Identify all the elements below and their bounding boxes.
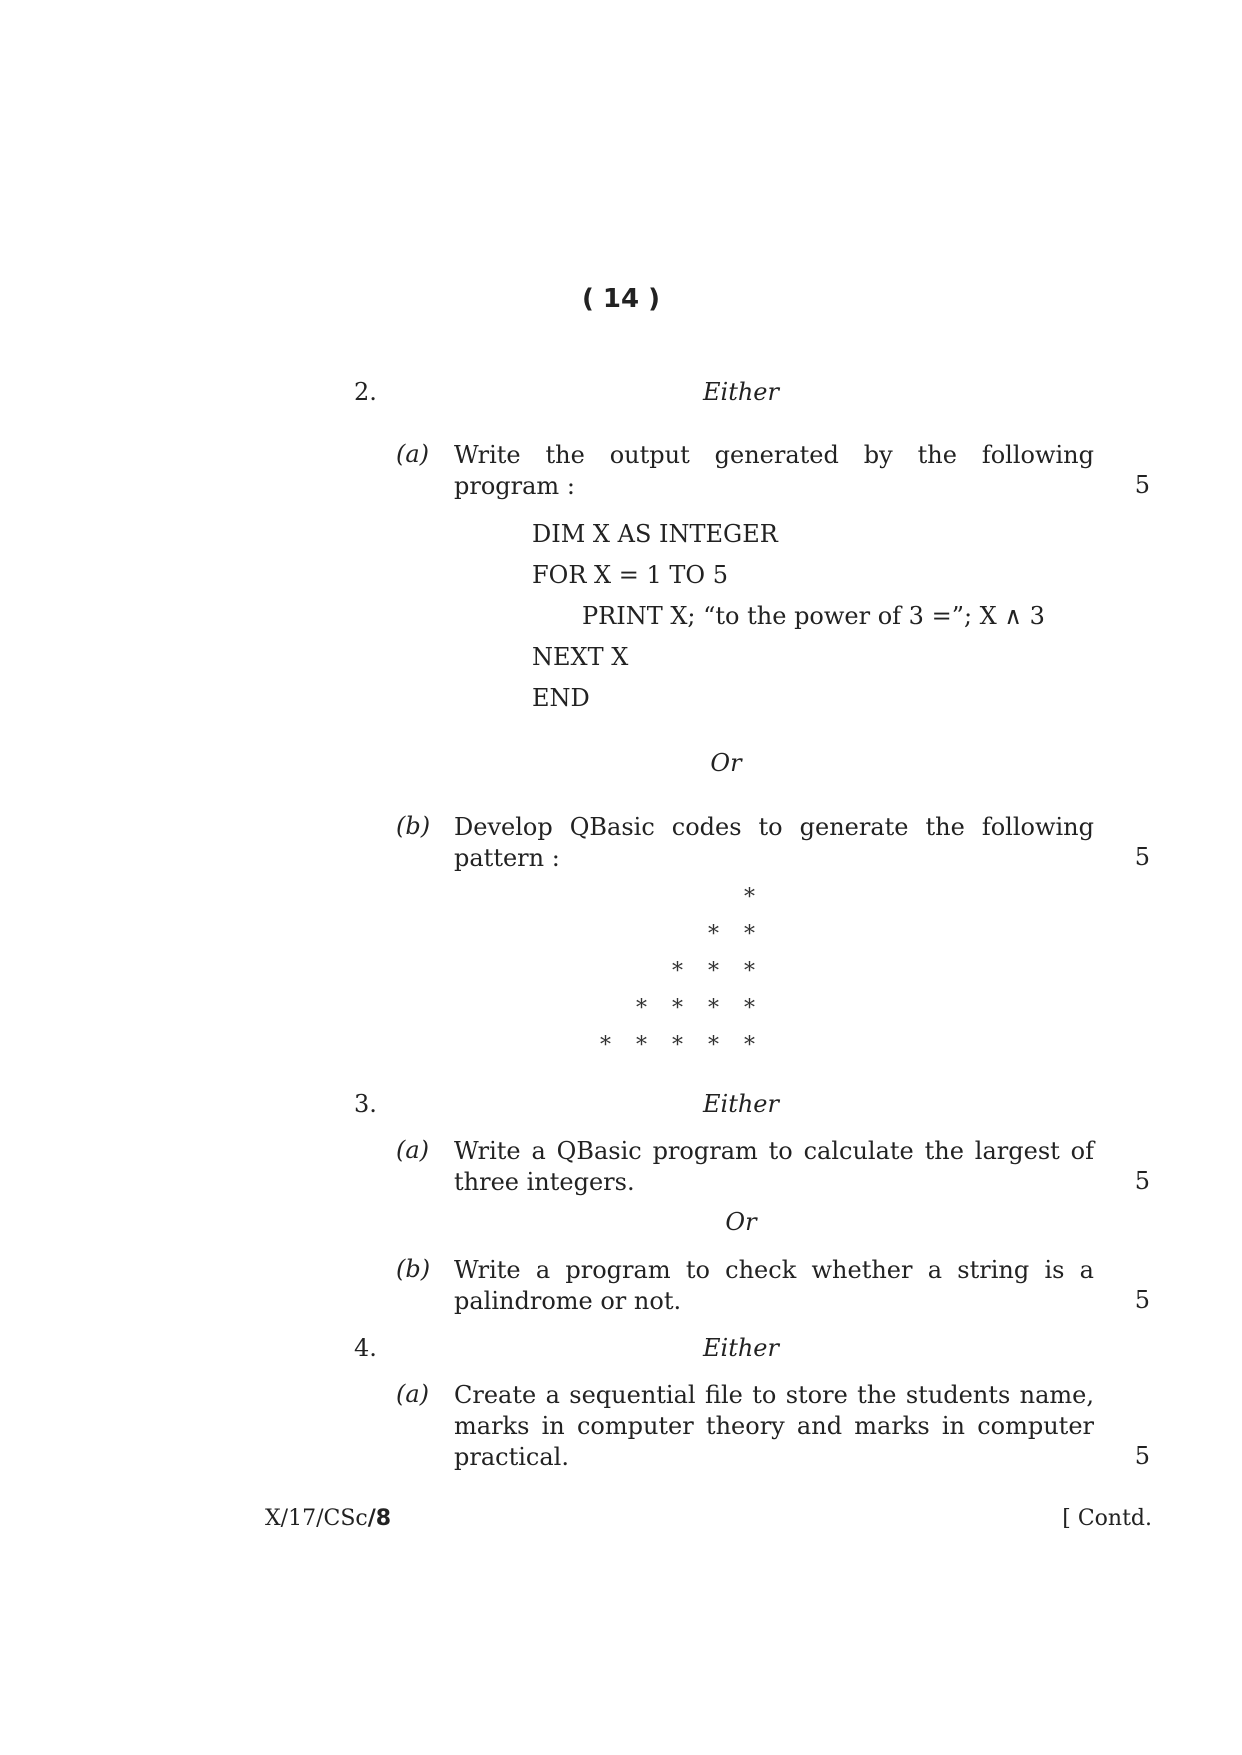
question-line: Write a program to check whether a string is a [454,1256,1094,1284]
either-label: Either [703,1334,779,1362]
contd-label: [ Contd. [1062,1506,1152,1531]
marks: 5 [1134,1442,1150,1470]
paper-code-prefix: X/17/CSc [265,1506,368,1531]
part-label: (a) [396,440,430,468]
star-glyph: * [636,996,647,1021]
question-number: 2. [354,378,377,406]
question-text [454,1255,1094,1317]
question-line: Write the output generated by the following [454,441,1094,469]
page-number: ( 14 ) [581,284,661,314]
paper-code [265,1506,391,1531]
question-text [454,812,1094,874]
star-pattern [600,885,790,1065]
question-line: palindrome or not. [454,1287,682,1315]
either-label: Either [703,1090,779,1118]
star-glyph: * [672,959,683,984]
code-line: DIM X AS INTEGER [532,520,778,548]
or-label: Or [710,749,742,777]
marks: 5 [1134,843,1150,871]
star-glyph: * [744,885,755,910]
star-glyph: * [600,1033,611,1058]
pattern-row [600,1033,790,1070]
question-line: practical. [454,1443,569,1471]
pattern-row [600,996,790,1033]
star-glyph: * [708,1033,719,1058]
code-line: END [532,684,590,712]
star-glyph: * [744,922,755,947]
star-glyph: * [636,1033,647,1058]
pattern-row [600,959,790,996]
star-glyph: * [708,922,719,947]
marks: 5 [1134,471,1150,499]
question-line: pattern : [454,844,560,872]
question-text [454,1380,1094,1473]
part-label: (a) [396,1380,430,1408]
question-number: 3. [354,1090,377,1118]
or-label: Or [725,1208,757,1236]
either-label: Either [703,378,779,406]
code-line: PRINT X; “to the power of 3 =”; X ∧ 3 [582,602,1045,630]
question-number: 4. [354,1334,377,1362]
star-glyph: * [744,1033,755,1058]
question-line: program : [454,472,575,500]
question-text [454,1136,1094,1198]
part-label: (b) [396,1255,431,1283]
pattern-row [600,922,790,959]
marks: 5 [1134,1286,1150,1314]
pattern-row [600,885,790,922]
star-glyph: * [708,996,719,1021]
star-glyph: * [708,959,719,984]
star-glyph: * [744,959,755,984]
question-line: Create a sequential file to store the students name, [454,1381,1094,1409]
part-label: (a) [396,1136,430,1164]
code-line: FOR X = 1 TO 5 [532,561,728,589]
question-line: Develop QBasic codes to generate the following [454,813,1094,841]
question-line: Write a QBasic program to calculate the largest of [454,1137,1094,1165]
question-line: marks in computer theory and marks in computer [454,1412,1094,1440]
question-text [454,440,1094,502]
star-glyph: * [672,996,683,1021]
question-line: three integers. [454,1168,635,1196]
star-glyph: * [672,1033,683,1058]
paper-code-suffix: /8 [367,1506,392,1531]
code-line: NEXT X [532,643,629,671]
part-label: (b) [396,812,431,840]
star-glyph: * [744,996,755,1021]
code-block [532,514,1045,719]
marks: 5 [1134,1167,1150,1195]
